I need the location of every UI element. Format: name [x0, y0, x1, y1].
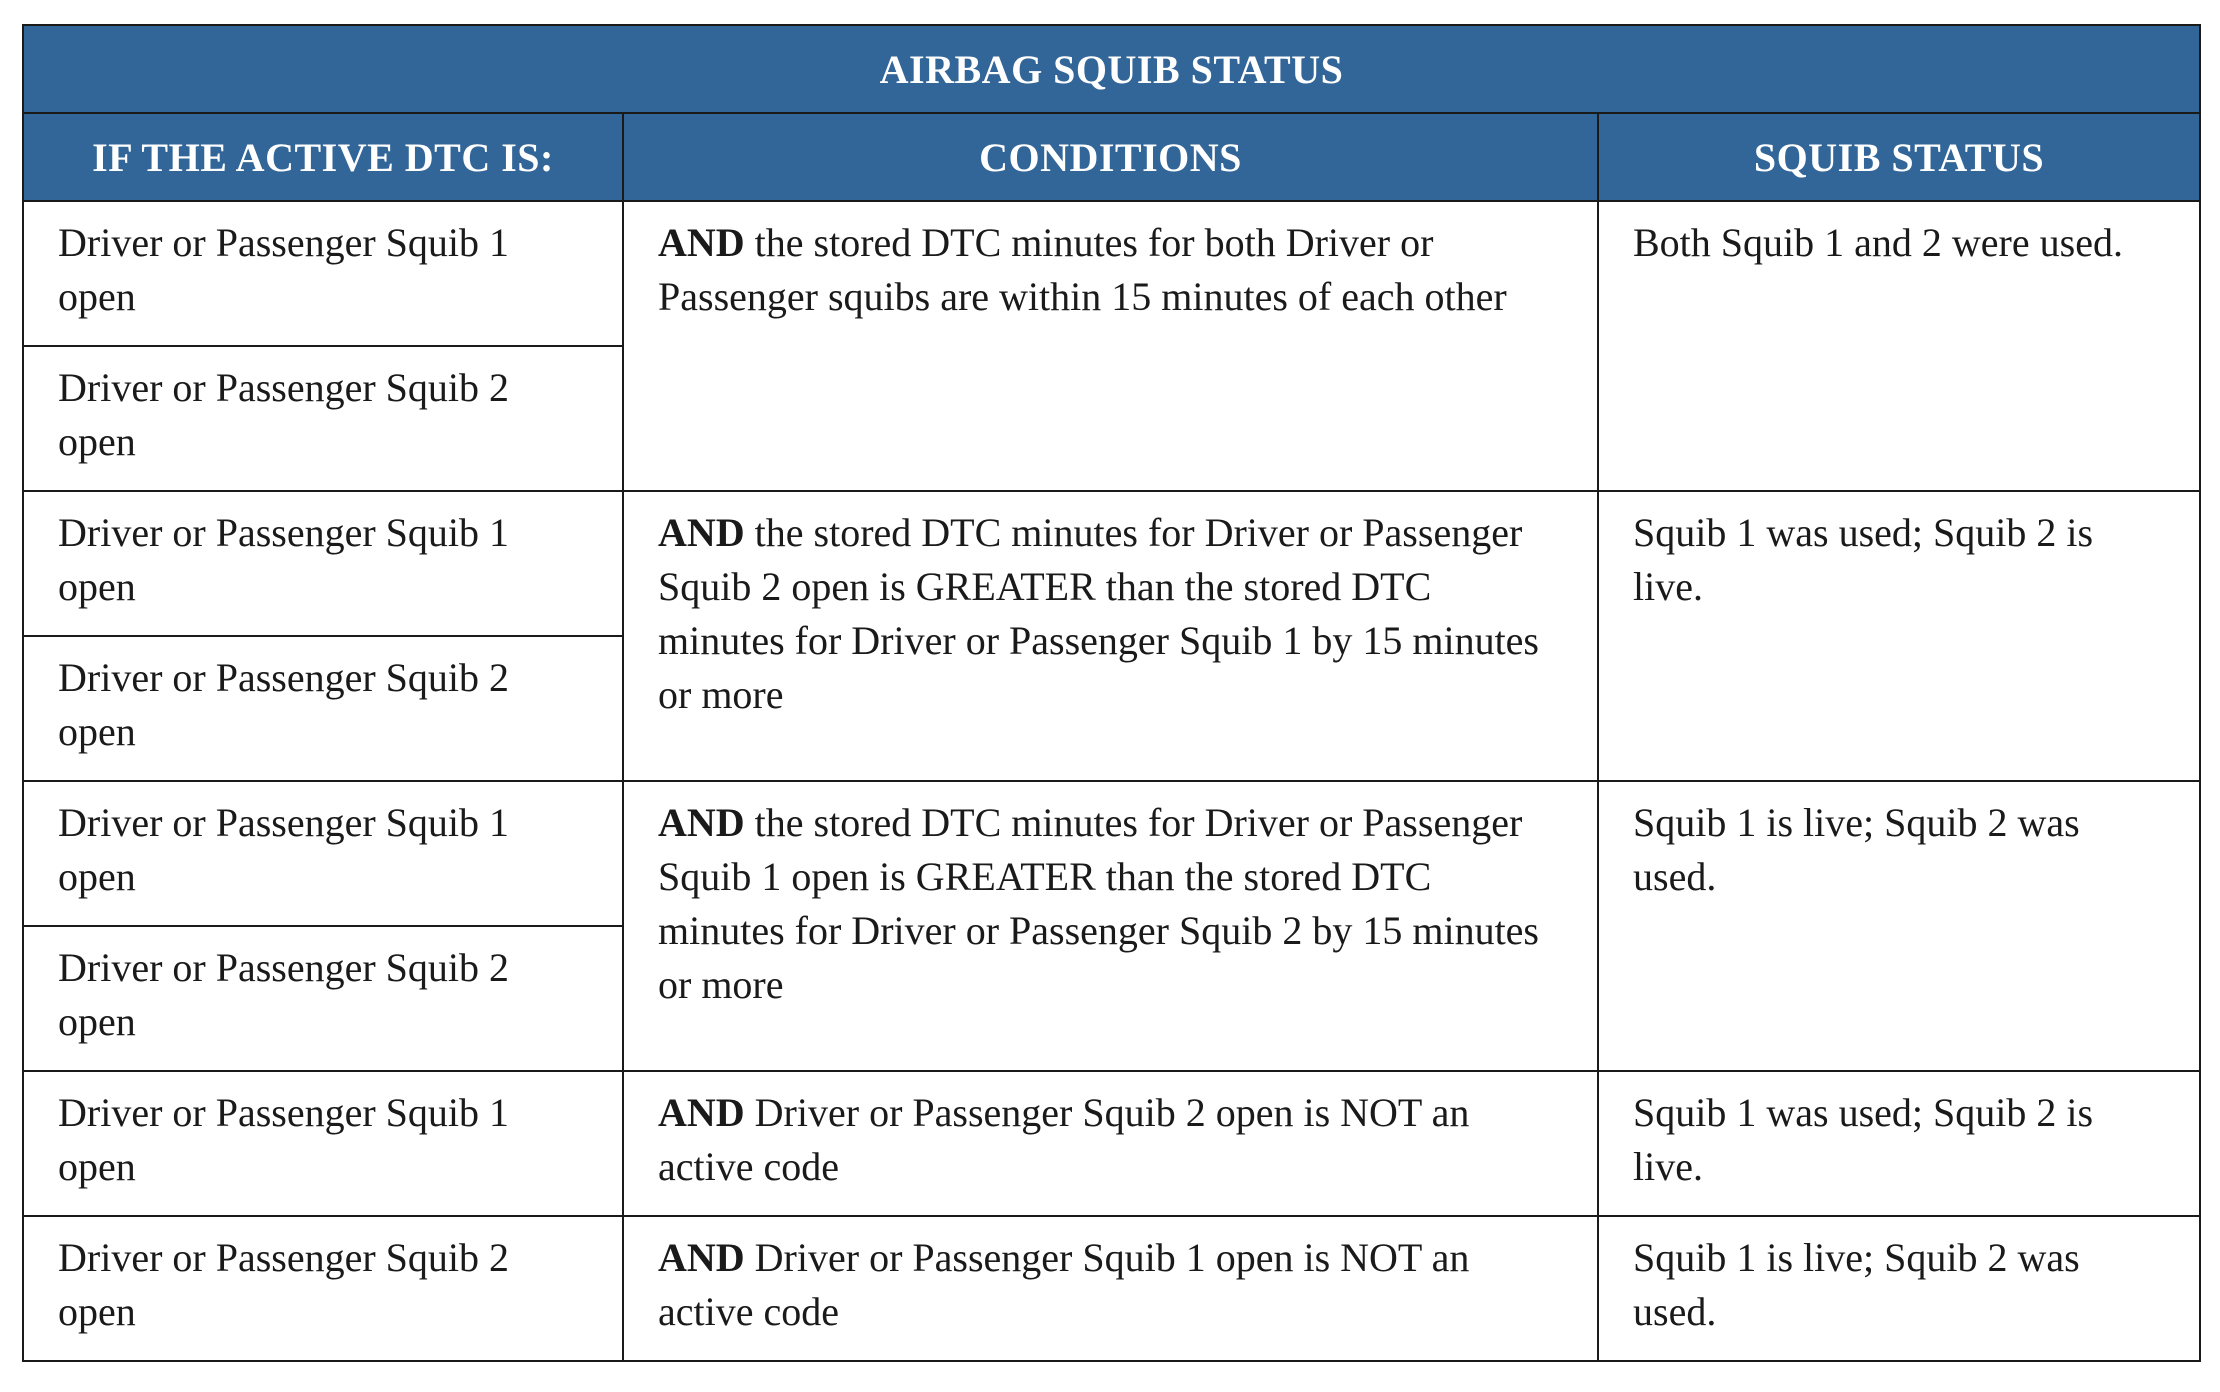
header-conditions: CONDITIONS: [623, 113, 1598, 201]
table-row: [23, 491, 2200, 636]
condition-lead: AND: [658, 220, 745, 265]
condition-lead: AND: [658, 1090, 745, 1135]
condition-cell: [623, 1216, 1598, 1361]
squib-status-cell: Squib 1 is live; Squib 2 was used.: [1598, 781, 2200, 1071]
header-squib-status: SQUIB STATUS: [1598, 113, 2200, 201]
condition-cell: [623, 201, 1598, 491]
squib-status-cell: Squib 1 is live; Squib 2 was used.: [1598, 1216, 2200, 1361]
squib-status-cell: Both Squib 1 and 2 were used.: [1598, 201, 2200, 491]
condition-text: the stored DTC minutes for Driver or Passenger Squib 1 open is GREATER than the stored DTC minutes for Driver or Passenger Squib 2 by 15 minutes or more: [658, 800, 1539, 1007]
condition-cell: [623, 491, 1598, 781]
active-dtc-cell: Driver or Passenger Squib 1 open: [23, 491, 623, 636]
table-row: [23, 781, 2200, 926]
squib-status-cell: Squib 1 was used; Squib 2 is live.: [1598, 491, 2200, 781]
active-dtc-cell: Driver or Passenger Squib 2 open: [23, 1216, 623, 1361]
airbag-squib-status-table: [22, 24, 2201, 1362]
condition-lead: AND: [658, 800, 745, 845]
table-row: [23, 201, 2200, 346]
active-dtc-cell: Driver or Passenger Squib 2 open: [23, 926, 623, 1071]
table-title: AIRBAG SQUIB STATUS: [23, 25, 2200, 113]
active-dtc-cell: Driver or Passenger Squib 2 open: [23, 346, 623, 491]
condition-text: Driver or Passenger Squib 1 open is NOT an active code: [658, 1235, 1470, 1334]
active-dtc-cell: Driver or Passenger Squib 1 open: [23, 1071, 623, 1216]
condition-cell: [623, 781, 1598, 1071]
table-title-row: [23, 25, 2200, 113]
squib-status-cell: Squib 1 was used; Squib 2 is live.: [1598, 1071, 2200, 1216]
condition-lead: AND: [658, 1235, 745, 1280]
condition-text: the stored DTC minutes for Driver or Passenger Squib 2 open is GREATER than the stored DTC minutes for Driver or Passenger Squib 1 by 15 minutes or more: [658, 510, 1539, 717]
table-row: [23, 1216, 2200, 1361]
header-active-dtc: IF THE ACTIVE DTC IS:: [23, 113, 623, 201]
condition-cell: [623, 1071, 1598, 1216]
airbag-squib-status-table-container: [22, 24, 2199, 1362]
active-dtc-cell: Driver or Passenger Squib 1 open: [23, 781, 623, 926]
active-dtc-cell: Driver or Passenger Squib 2 open: [23, 636, 623, 781]
table-row: [23, 1071, 2200, 1216]
active-dtc-cell: Driver or Passenger Squib 1 open: [23, 201, 623, 346]
condition-text: the stored DTC minutes for both Driver or Passenger squibs are within 15 minutes of each other: [658, 220, 1507, 319]
condition-text: Driver or Passenger Squib 2 open is NOT an active code: [658, 1090, 1470, 1189]
table-header-row: [23, 113, 2200, 201]
condition-lead: AND: [658, 510, 745, 555]
